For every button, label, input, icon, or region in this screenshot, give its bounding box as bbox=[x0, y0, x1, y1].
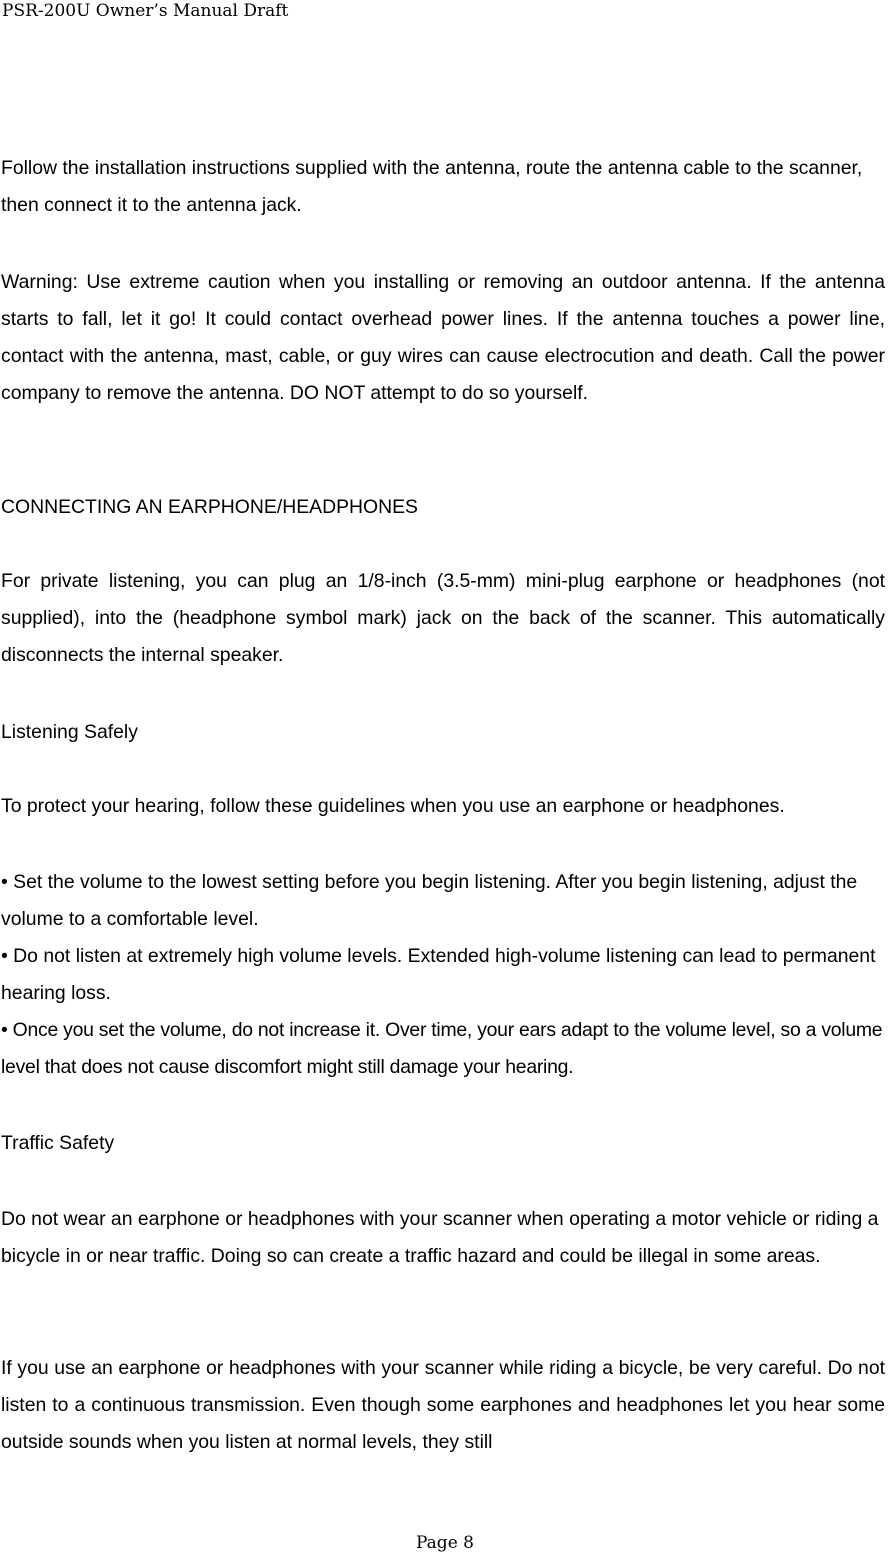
bullet-list bbox=[1, 864, 885, 1086]
page-number: Page 8 bbox=[416, 1533, 474, 1553]
paragraph-protect-hearing: To protect your hearing, follow these guidelines when you use an earphone or headphones. bbox=[1, 795, 785, 817]
paragraph-antenna-installation: Follow the installation instructions supplied with the antenna, route the antenna cable to the scanner, then connect it to the antenna jack. bbox=[1, 157, 863, 216]
paragraph-traffic-hazard: Do not wear an earphone or headphones with your scanner when operating a motor vehicle or riding a bicycle in or near traffic. Doing so can create a traffic hazard and could be illegal in some areas. bbox=[1, 1208, 879, 1267]
paragraph-bicycle-caution: If you use an earphone or headphones with your scanner while riding a bicycle, be very careful. Do not listen to a continuous transmission. Even though some earphones and headphones let you hear some outside sounds when you listen at normal levels, they still bbox=[1, 1357, 885, 1453]
paragraph-private-listening: For private listening, you can plug an 1/8-inch (3.5-mm) mini-plug earphone or headphones (not supplied), into the (headphone symbol mark) jack on the back of the scanner. This automatically disconnects the internal speaker. bbox=[1, 570, 885, 666]
heading-traffic-safety: Traffic Safety bbox=[1, 1132, 115, 1154]
bullet-item-volume-lowest: • Set the volume to the lowest setting before you begin listening. After you begin listening, adjust the volume to a comfortable level. bbox=[1, 871, 858, 930]
bullet-item-do-not-increase: • Once you set the volume, do not increase it. Over time, your ears adapt to the volume level, so a volume level that does not cause discomfort might still damage your hearing. bbox=[1, 1019, 883, 1078]
paragraph-antenna-warning: Warning: Use extreme caution when you installing or removing an outdoor antenna. If the antenna starts to fall, let it go! It could contact overhead power lines. If the antenna touches a power line, contact with the antenna, mast, cable, or guy wires can cause electrocution and death. Call the power company to remove the antenna. DO NOT attempt to do so yourself. bbox=[1, 271, 885, 404]
bullet-item-high-volume: • Do not listen at extremely high volume levels. Extended high-volume listening can lead to permanent hearing loss. bbox=[1, 945, 876, 1004]
page-header: PSR-200U Owner’s Manual Draft bbox=[2, 1, 289, 21]
heading-listening-safely: Listening Safely bbox=[1, 721, 138, 743]
heading-connecting-earphone: CONNECTING AN EARPHONE/HEADPHONES bbox=[1, 496, 418, 518]
